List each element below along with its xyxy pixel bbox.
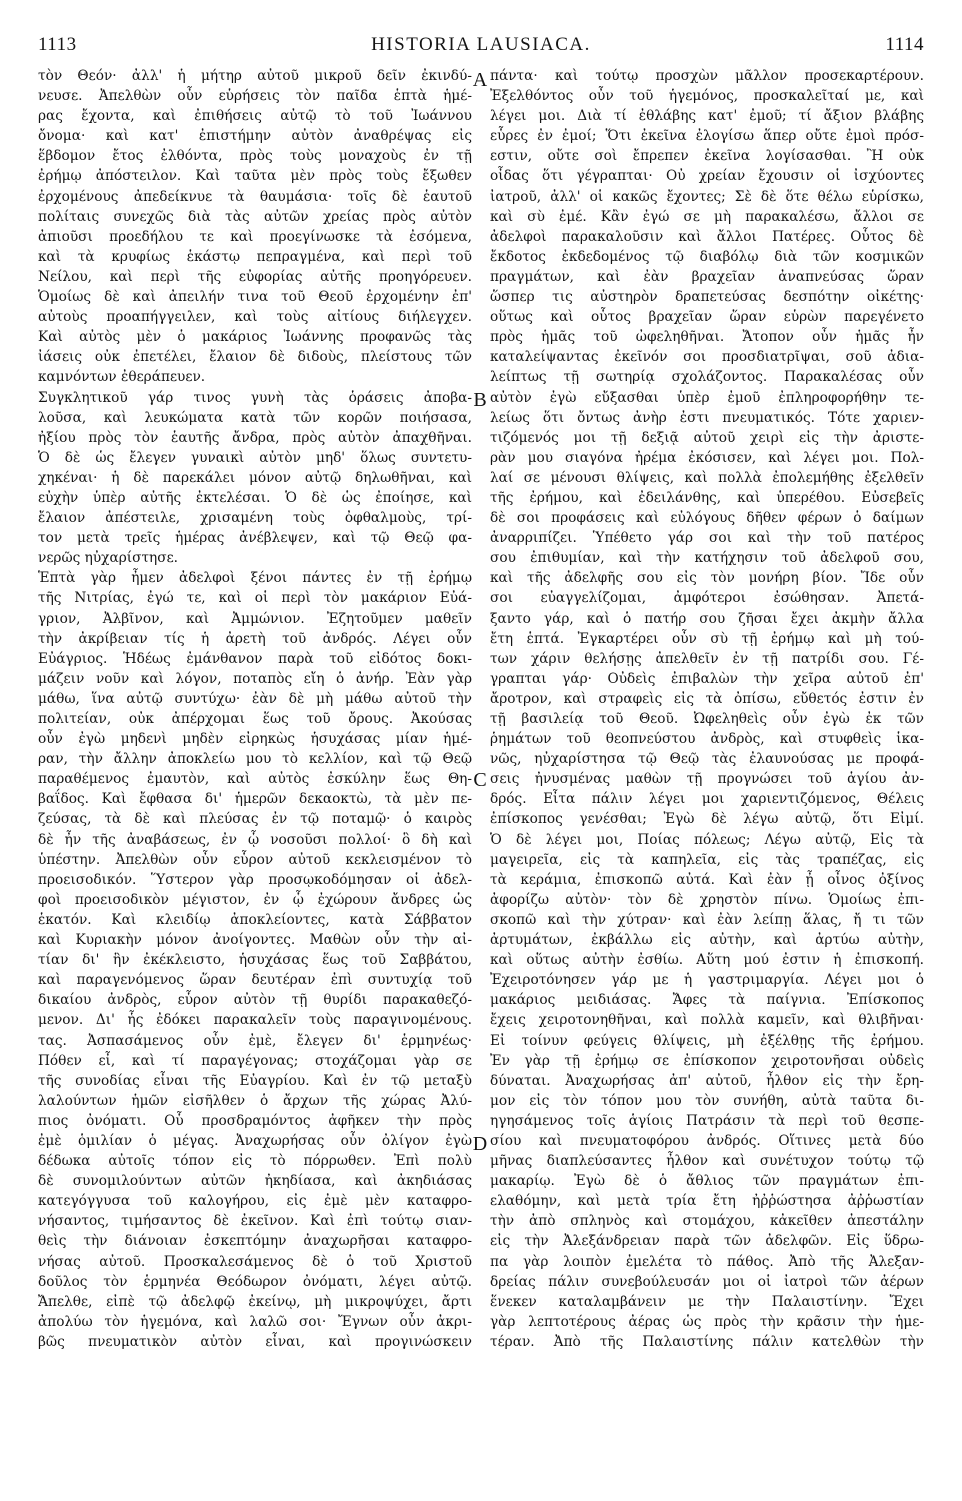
text-line: τῆς συνοδίας εἶναι τῆς Εὐαγρίου. Καὶ ἐν τῷ μεταξὺ — [38, 1072, 472, 1089]
text-line: σκοπῶ καὶ τὴν χύτραν· καὶ ἐὰν λείπῃ ἅλας, ἤ τι τῶν — [490, 911, 924, 928]
margin-marker-c: C — [473, 769, 487, 791]
text-line: ἑκατόν. Καὶ κλειδίῳ ἀποκλείοντες, κατὰ Σάββατον — [38, 911, 472, 928]
text-line: χηκέναι· ἡ δὲ παρεκάλει μόνον αὐτῷ δηλωθῆναι, καὶ — [38, 469, 472, 486]
text-line: καὶ τὰ κρυφίως ἑκάστῳ πεπραγμένα, καὶ περὶ τοῦ — [38, 248, 472, 265]
text-line: λέγει μοι. Διὰ τί ἐθλάβης κατ' ἐμοῦ; τί ἄξιον βλάβης — [490, 108, 924, 125]
margin-marker-a: A — [472, 69, 488, 91]
text-line: ραν, τὴν ἄλλην ἀποκλείω μου τὸ κελλίον, καὶ τῷ Θεῷ — [38, 751, 472, 768]
text-line: ἔλαιον ἀπέστειλε, χρισαμένη τοὺς ὀφθαλμοὺς, τρί- — [38, 510, 472, 527]
text-line: ἔκδοτος ἐκδεδομένος τῷ διαβόλῳ διὰ τῶν κοσμικῶν — [490, 248, 924, 265]
text-line: δέδωκα αὐτοῖς τόπον εἰς τὸ πόρρωθεν. Ἐπὶ πολὺ — [38, 1153, 472, 1170]
text-line: ρας ἔχοντα, καὶ ἐπιθήσεις αὐτῷ τὸ τοῦ Ἰωάννου — [38, 108, 472, 125]
text-line: σίου καὶ πνευματοφόρου ἀνδρός. Οἵτινες μετὰ δύο — [490, 1132, 924, 1149]
text-line: δοῦλος τὸν ἑρμηνέα Θεόδωρον ὀνόματι, λέγει αὐτῷ. — [38, 1273, 472, 1290]
text-line: Εὐάγριος. Ἡδέως ἐμάνθανον παρὰ τοῦ εἰδότος δοκι- — [38, 650, 472, 667]
text-line: καὶ σὺ ἐμέ. Κἂν ἐγώ σε μὴ παρακαλέσω, ἄλλοι σε — [490, 208, 924, 225]
text-line: φοὶ προεισοδικὸν μέγιστον, ἐν ᾧ ἐχώρουν ἄνδρες ὡς — [38, 891, 472, 908]
text-line: τὴν ἀκρίβειαν τίς ἡ ἀρετὴ τοῦ ἀνδρός. Λέγει οὖν — [38, 630, 472, 647]
text-line: Πόθεν εἶ, καὶ τί παραγέγονας; στοχάζομαι γὰρ σε — [38, 1052, 472, 1069]
text-line: τῆς Νιτρίας, ἐγώ τε, καὶ οἱ περὶ τὸν μακάριον Εὐά- — [38, 590, 472, 607]
right-column-number: 1114 — [885, 34, 924, 55]
text-line: λείως ὅτι ὄντως ἀνὴρ ἐστι πνευματικός. Τότε χαριεν- — [490, 409, 924, 426]
text-line: ξαντο γάρ, καὶ ὁ πατήρ σου ζῆσαι ἔχει ἀκμὴν ἄλλα — [490, 610, 924, 627]
text-line: καὶ Κυριακὴν μόνον ἀνοίγοντες. Μαθὼν οὖν τὴν αἰ- — [38, 932, 472, 949]
left-column-number: 1113 — [38, 34, 77, 55]
text-line: ἐρήμῳ ἀπόστειλον. Καὶ ταῦτα μὲν πρὸς τοὺς ἔξωθεν — [38, 168, 472, 185]
text-line: μάζειν νοῦν καὶ λόγον, ποταπὸς εἴη ὁ ἀνήρ. Ἐὰν γὰρ — [38, 670, 472, 687]
text-line: γριον, Ἀλβῖνον, καὶ Ἀμμώνιον. Ἐζητοῦμεν μαθεῖν — [38, 610, 472, 627]
text-line: μενον. Δι' ἧς ἐδόκει παρακαλεῖν τοὺς παραγινομένους. — [38, 1012, 472, 1029]
text-line: οὕτως καὶ οὗτος βραχεῖαν ὥραν εὑρὼν παρεγένετο — [490, 309, 924, 326]
text-line: μαγειρεῖα, εἰς τὰ καπηλεῖα, εἰς τὰς τραπέζας, εἰς — [490, 851, 924, 868]
text-line: τίαν δι' ἣν ἐκέκλειστο, ἡσυχάσας ἕως τοῦ Σαββάτου, — [38, 952, 472, 969]
text-line: ὥσπερ τις αὐστηρὸν δραπετεύσας δεσπότην οἰκέτης· — [490, 289, 924, 306]
text-line: ἀρτυμάτων, ἐκβάλλω εἰς αὐτὴν, καὶ ἀρτύω αὐτὴν, — [490, 932, 924, 949]
text-line: προεισοδικόν. Ὕστερον γὰρ προσῳκοδόμησαν οἱ ἀδελ- — [38, 871, 472, 888]
text-line: πάντα· καὶ τούτῳ προσχὼν μᾶλλον προσεκαρτέρουν. — [490, 68, 924, 84]
text-line: ἀπιοῦσι προεδήλου τε καὶ προεγίνωσκε τὰ ἐσόμενα, — [38, 228, 472, 245]
text-line: νευσε. Ἀπελθὼν οὖν εὑρήσεις τὸν παῖδα ἑπτὰ ἡμέ- — [38, 88, 472, 105]
text-line: τὰ κεράμια, ἐπισκοπῶ αὐτά. Καὶ ἐὰν ᾖ οἶνος ὀξίνος — [490, 871, 924, 888]
text-line: τιζόμενός μοι τῇ δεξιᾷ αὐτοῦ χειρὶ εἰς τὴν ἀριστε- — [490, 429, 924, 446]
text-line: αὐτοὺς προαπήγγειλεν, καὶ τοὺς αἰτίους διήλεγχεν. — [38, 309, 472, 326]
text-line: ἠξίου πρὸς τὸν ἑαυτῆς ἄνδρα, πρὸς αὐτὸν ἀπαχθῆναι. — [38, 429, 472, 446]
text-line: μακαρίῳ. Ἐγὼ δὲ ὁ ἄθλιος τῶν πραγμάτων ἐπι- — [490, 1173, 924, 1190]
text-line: τὴν ἀπὸ σπληνὸς καὶ στομάχου, κἀκεῖθεν ἀπεστάλην — [490, 1213, 924, 1230]
text-line: γὰρ λεπτοτέρους ἀέρας ὡς πρὸς τὴν κρᾶσιν τὴν ἡμε- — [490, 1313, 924, 1330]
text-line: λείπτως τῇ σωτηρίᾳ σχολάζοντος. Παρακαλέσας οὖν — [490, 369, 924, 386]
text-line: πα γὰρ λοιπὸν ἐμελέτα τὸ πάθος. Ἀπὸ τῆς Ἀλεξαν- — [490, 1253, 924, 1270]
text-line: Νείλου, καὶ περὶ τῆς εὐφορίας αὐτῆς προηγόρευεν. — [38, 268, 472, 285]
text-line: νερῶς ηὐχαρίστησε. — [38, 550, 179, 567]
text-line: καὶ οὕτως αὐτὴν ἐσθίω. Αὕτη μού ἐστιν ἡ ἐπισκοπή. — [490, 952, 924, 969]
left-text-column — [38, 66, 472, 1494]
text-line: ἐπίσκοπος γενέσθαι; Ἐγὼ δὲ λέγω αὐτῷ, ὅτι Εἰμί. — [490, 811, 924, 828]
text-line: δὲ συνομιλούντων αὐτῶν ἠκηδίασα, καὶ ἀκηδιάσας — [38, 1173, 472, 1190]
text-line: Ἄπελθε, εἰπὲ τῷ ἀδελφῷ ἐκείνῳ, μὴ μικροψύχει, ἄρτι — [38, 1293, 472, 1310]
margin-marker-d: D — [472, 1133, 488, 1155]
text-line: δύναται. Ἀναχωρήσας ἀπ' αὐτοῦ, ἦλθον εἰς τὴν ἔρη- — [490, 1072, 924, 1089]
text-line: ελαθόμην, καὶ μετὰ τρία ἔτη ἠῤῥώστησα ἀῤῥωστίαν — [490, 1193, 924, 1210]
text-line: ἀπολύω τὸν ἡγεμόνα, καὶ λαλῶ σοι· Ἔγνων οὖν ἀκρι- — [38, 1313, 472, 1330]
text-line: ἰάσεις οὐκ ἐπετέλει, ἔλαιον δὲ διδοὺς, πλείστους τῶν — [38, 349, 472, 366]
text-line: δικαίου ἀνδρὸς, εὗρον αὐτὸν τῇ θυρίδι παρακαθεζό- — [38, 992, 472, 1009]
text-line: ρὰν μου σιαγόνα ἠρέμα ἐκόσισεν, καὶ λέγει μοι. Πολ- — [490, 449, 924, 466]
text-line: Ἑπτὰ γὰρ ἦμεν ἀδελφοὶ ξένοι πάντες ἐν τῇ ἐρήμῳ — [38, 570, 472, 587]
text-line: Εἰ τοίνυν φεύγεις θλίψεις, μὴ ἐξέλθῃς τῆς ἐρήμου. — [490, 1032, 924, 1049]
text-line: τῇ βασιλείᾳ τοῦ Θεοῦ. Ὠφεληθεὶς οὖν ἐγὼ ἐκ τῶν — [490, 711, 924, 727]
text-line: νήσας αὐτοῦ. Προσκαλεσάμενος δὲ ὁ τοῦ Χριστοῦ — [38, 1253, 472, 1270]
text-line: πολιτείαν, οὐκ ἀπέρχομαι ἕως τοῦ ὄρους. Ἀκούσας — [38, 711, 472, 727]
text-line: πολίταις συνεχῶς διὰ τὰς αὐτῶν χρείας πρὸς αὐτὸν — [38, 208, 472, 225]
text-line: κατεγόγγυσα τοῦ καλογήρου, εἰς ἐμὲ μὲν καταφρο- — [38, 1193, 472, 1210]
running-title: HISTORIA LAUSIACA. — [371, 34, 591, 55]
text-line: μῆνας διαπλεύσαντες ἦλθον καὶ συνέτυχον τούτῳ τῷ — [490, 1153, 924, 1170]
text-line: ἕνεκεν καταλαμβάνειν με τὴν Παλαιστίνην. Ἔχει — [490, 1293, 924, 1310]
text-line: ζεύσας, τὰ δὲ καὶ πλεύσας ἐν τῷ ποταμῷ· ὁ καιρὸς — [38, 811, 472, 828]
text-line: παραθέμενος ἐμαυτὸν, καὶ αὐτὸς ἐσκύλην ἕως Θη- — [38, 771, 472, 788]
text-line: δὲ σοι προφάσεις καὶ εὐλόγους δῆθεν φέρων ὁ δαίμων — [490, 510, 924, 527]
text-line: τέραν. Ἀπὸ τῆς Παλαιστίνης πάλιν κατελθὼν τὴν — [490, 1333, 924, 1350]
text-line: ἀναρριπίζει. Ὑπέθετο γάρ σοι καὶ τὴν τοῦ πατέρος — [490, 530, 924, 547]
text-line: λαί σε μένουσι θλίψεις, καὶ πολλὰ ἐπολεμήθης ἐξελθεῖν — [490, 469, 924, 486]
text-line: δὲ ἦν τῆς ἀναβάσεως, ἐν ᾧ νοσοῦσι πολλοί· ὃ δὴ καὶ — [38, 831, 472, 848]
text-line: ἔχεις χειροτονηθῆναι, καὶ πολλὰ καμεῖν, καὶ θλιβῆναι· — [490, 1012, 924, 1029]
text-line: θεὶς τὴν διάνοιαν ἐσκεπτόμην ἀναχωρῆσαι καταφρο- — [38, 1233, 472, 1250]
text-line: μον εἰς τὸν τόπον μου τὸν συνήθη, αὐτὰ ταῦτα δι- — [490, 1092, 924, 1109]
text-line: καμνόντων ἐθεράπευεν. — [38, 369, 206, 386]
right-text-column — [490, 66, 924, 1494]
text-line: Ὁ δὲ ὡς ἔλεγεν γυναικὶ αὐτὸν μηδ' ὅλως συντετυ- — [38, 449, 472, 466]
text-line: καὶ τῆς ἀδελφῆς σου εἰς τὸν μονήρη βίον. Ἴδε οὖν — [490, 570, 924, 587]
text-line: βῶς πνευματικὸν αὐτὸν εἶναι, καὶ προγινώσκειν — [38, 1333, 472, 1350]
text-line: αὐτὸν ἐγὼ εὔξασθαι ὑπὲρ ἐμοῦ ἐπληροφορήθην τε- — [490, 389, 924, 406]
text-line: Ὁμοίως δὲ καὶ ἀπειλήν τινα τοῦ Θεοῦ ἐρχομένην ἐπ' — [38, 289, 472, 306]
text-line: τον μετὰ τρεῖς ἡμέρας ἀνέβλεψεν, καὶ τῷ Θεῷ φα- — [38, 530, 472, 547]
text-line: ἐρχομένους ἀπεδείκνυε τὰ θαυμάσια· τοῖς δὲ ἑαυτοῦ — [38, 188, 472, 205]
text-line: λοῦσα, καὶ λευκώματα κατὰ τῶν κορῶν ποιήσασα, — [38, 409, 472, 426]
text-line: ἰατροῦ, ἀλλ' οἱ κακῶς ἔχοντες; Σὲ δὲ ὅτε θέλω εὑρίσκω, — [490, 188, 924, 205]
text-line: ἄροτρον, καὶ στραφεὶς εἰς τὰ ὀπίσω, εὔθετός ἐστιν ἐν — [490, 690, 924, 707]
text-line: πρὸς ἡμᾶς τοῦ ὠφεληθῆναι. Ἄτοπον οὖν ἡμᾶς ἦν — [490, 329, 924, 346]
text-line: εἰς τὴν Ἀλεξάνδρειαν παρὰ τῶν ἀδελφῶν. Εἰς ὕδρω- — [490, 1233, 924, 1250]
text-line: βαΐδος. Καὶ ἔφθασα δι' ἡμερῶν δεκαοκτὼ, τὰ μὲν πε- — [38, 791, 472, 808]
text-line: σου ἐπιθυμίαν, καὶ τὴν κατήχησιν τοῦ ἀδελφοῦ σου, — [490, 550, 924, 567]
text-line: γραπται γάρ· Οὐδεὶς ἐπιβαλὼν τὴν χεῖρα αὐτοῦ ἐπ' — [490, 670, 924, 687]
text-line: Ἐν γὰρ τῇ ἐρήμῳ σε ἐπίσκοπον χειροτονῆσαι οὐδεὶς — [490, 1052, 924, 1069]
text-line: λαλούντων ἡμῶν εἰσῆλθεν ὁ ἄρχων τῆς χώρας Ἀλύ- — [38, 1092, 472, 1109]
text-line: Ὁ δὲ λέγει μοι, Ποίας πόλεως; Λέγω αὐτῷ, Εἰς τὰ — [490, 831, 924, 848]
text-line: ἔτη ἑπτά. Ἐγκαρτέρει οὖν σὺ τῇ ἐρήμῳ καὶ μὴ τού- — [490, 630, 924, 647]
text-line: τῆς ἐρήμου, καὶ ἐδειλάνθης, καὶ ὑπερέθου. Εὐσεβεῖς — [490, 489, 924, 506]
text-line: ῥημάτων τοῦ θεοπνεύστου ἀνδρὸς, καὶ στυφθεὶς ἱκα- — [490, 731, 924, 748]
text-line: νήσαντος, τιμήσαντος δὲ ἐκεῖνον. Καὶ ἐπὶ τούτῳ σιαν- — [38, 1213, 472, 1230]
text-line: ἀφορίζω αὐτὸν· τὸν δὲ χρηστὸν πίνω. Ὁμοίως ἐπι- — [490, 891, 924, 908]
text-line: των χάριν θελήσῃς ἀπελθεῖν ἐν τῇ πατρίδι σου. Γέ- — [490, 650, 924, 667]
text-line: ὄνομα· καὶ κατ' ἐπιστήμην αὐτὸν ἀναθρέψας εἰς — [38, 128, 472, 145]
text-line: ἀδελφοὶ παρακαλοῦσιν καὶ ἄλλοι Πατέρες. Οὗτος δὲ — [490, 228, 924, 245]
text-line: καὶ παραγενόμενος ὥραν δευτέραν ἐπὶ συντυχίᾳ τοῦ — [38, 972, 472, 989]
running-head — [38, 34, 924, 58]
text-line: δρός. Εἶτα πάλιν λέγει μοι χαριεντιζόμενος, Θέλεις — [490, 791, 924, 808]
text-line: οἶδας ὅτι γέγραπται· Οὐ χρείαν ἔχουσιν οἱ ἰσχύοντες — [490, 168, 924, 185]
text-line: νῶς, ηὐχαρίστησα τῷ Θεῷ τὰς ἐλαυνούσας με προφά- — [490, 751, 924, 768]
text-line: Ἐχειροτόνησεν γάρ με ἡ γαστριμαργία. Λέγει μοι ὁ — [490, 972, 924, 989]
text-line: Ἐξελθόντος οὖν τοῦ ἡγεμόνος, προσκαλεῖταί με, καὶ — [490, 88, 924, 105]
text-line: δρείας πάλιν συνεβούλευσάν μοι οἱ ἰατροὶ τῶν ἀέρων — [490, 1273, 924, 1290]
text-line: πιος ὀνόματι. Οὗ προσδραμόντος ἀφῆκεν τὴν πρὸς — [38, 1112, 472, 1129]
text-line: ἕβδομον ἔτος ἐλθόντα, πρὸς τοὺς μοναχοὺς ἐν τῇ — [38, 148, 472, 165]
text-line: σοι εὐαγγελίζομαι, ἀμφότεροι ἐσώθησαν. Ἀπετά- — [490, 590, 924, 607]
text-line: μακάριος μειδιάσας. Ἄφες τὰ παίγνια. Ἐπίσκοπος — [490, 992, 924, 1009]
text-line: εὗρες ἐν ἐμοί; Ὅτι ἐκεῖνα ἐλογίσω ἅπερ οὔτε ἐμοὶ πρόσ- — [490, 128, 924, 145]
text-line: μάθω, ἵνα αὐτῷ συντύχω· ἐὰν δὲ μὴ μάθω αὐτοῦ τὴν — [38, 690, 472, 707]
text-line: εστιν, οὔτε σοὶ ἔπρεπεν ἐκεῖνα λογίσασθαι. Ἢ οὐκ — [490, 148, 924, 165]
text-line: τὸν Θεόν· ἀλλ' ἡ μήτηρ αὐτοῦ μικροῦ δεῖν ἐκινδύ- — [38, 68, 472, 84]
text-line: πραγμάτων, καὶ ἐὰν βραχεῖαν ἀναπνεύσας ὥραν — [490, 268, 924, 285]
text-line: ὑπέστην. Ἀπελθὼν οὖν εὗρον αὐτοῦ κεκλεισμένον τὸ — [38, 851, 472, 868]
text-line: σεις ἠνυσμένας μαθὼν τῇ προγνώσει τοῦ ἁγίου ἀν- — [490, 771, 924, 788]
text-line: Συγκλητικοῦ γάρ τινος γυνὴ τὰς ὁράσεις ἀποβα- — [38, 389, 472, 406]
text-line: οὖν ἐγὼ μηδενὶ μηδὲν εἰρηκὼς ἡσυχάσας μίαν ἡμέ- — [38, 731, 472, 748]
text-line: τας. Ἀσπασάμενος οὖν ἐμὲ, ἔλεγεν δι' ἑρμηνέως· — [38, 1032, 472, 1049]
text-line: ἐμὲ ὁμιλίαν ὁ μέγας. Ἀναχωρήσας οὖν ὀλίγον ἐγὼ — [38, 1132, 472, 1149]
margin-marker-b: B — [473, 389, 487, 411]
text-line: Καὶ αὐτὸς μὲν ὁ μακάριος Ἰωάννης προφανῶς τὰς — [38, 329, 472, 346]
text-line: καταλείψαντας ἐκεῖνόν σοι προσδιατρῖψαι, σοῦ ἀδια- — [490, 349, 924, 366]
text-line: ηγησάμενος τοῖς ἁγίοις Πατράσιν τὰ περὶ τοῦ θεσπε- — [490, 1112, 924, 1129]
text-line: εὐχὴν ὑπὲρ αὐτῆς ἐκτελέσαι. Ὁ δὲ ὡς ἐποίησε, καὶ — [38, 489, 472, 506]
